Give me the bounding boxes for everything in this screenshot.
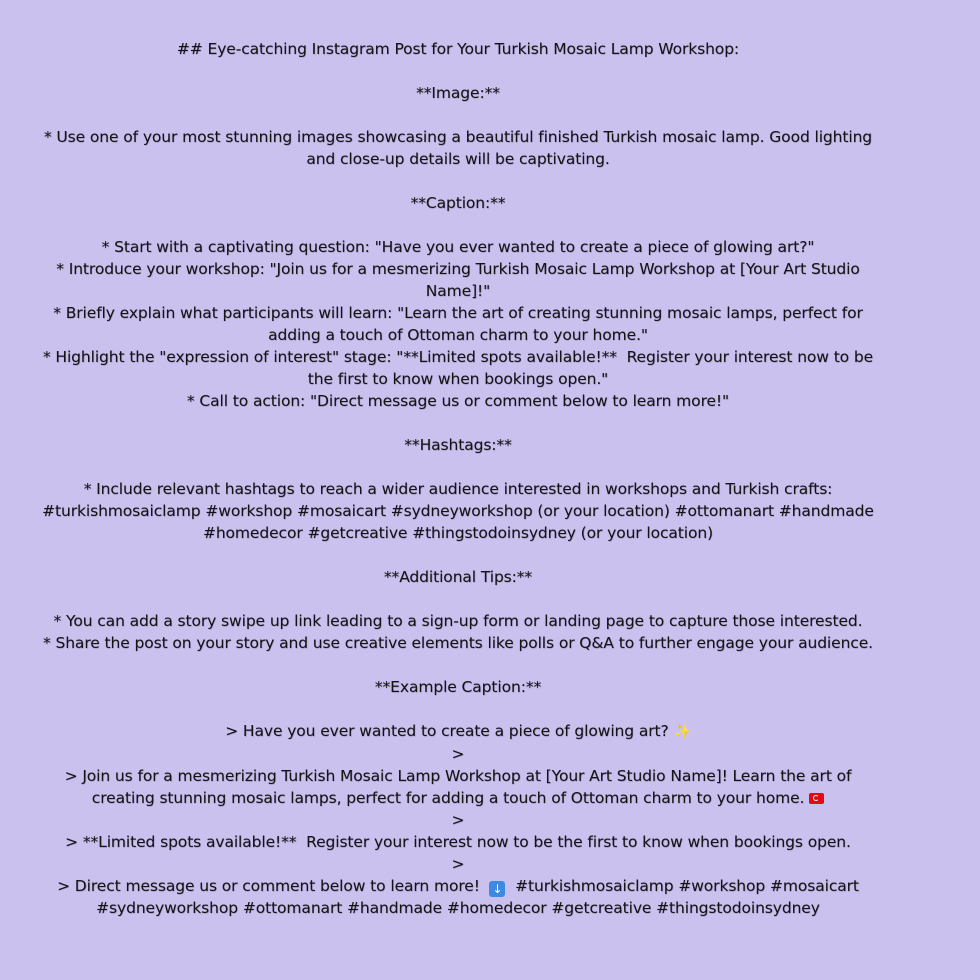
image-text-line: and close-up details will be captivating.: [306, 150, 610, 168]
example-separator: >: [451, 811, 465, 829]
sparkles-icon: ✨: [673, 724, 691, 740]
tip-item: * You can add a story swipe up link leading to a sign-up form or landing page to capture those interested.: [53, 612, 863, 630]
example-line-text: > Direct message us or comment below to learn more!: [57, 877, 490, 895]
example-line-text: creating stunning mosaic lamps, perfect for adding a touch of Ottoman charm to your home.: [91, 789, 810, 807]
example-line: > Join us for a mesmerizing Turkish Mosaic Lamp Workshop at [Your Art Studio Name]! Learn the art of: [64, 767, 852, 785]
down-arrow-icon: ↓: [489, 881, 505, 897]
document: [40, 38, 876, 919]
caption-item: * Highlight the "expression of interest" stage: "**Limited spots available!** Register your interest now to be: [42, 348, 874, 366]
tips-heading: **Additional Tips:**: [383, 568, 533, 586]
example-heading: **Example Caption:**: [374, 678, 542, 696]
image-text-line: * Use one of your most stunning images showcasing a beautiful finished Turkish mosaic lamp. Good lighting: [43, 128, 873, 146]
hashtags-line: * Include relevant hashtags to reach a wider audience interested in workshops and Turkish crafts:: [83, 480, 833, 498]
image-heading: **Image:**: [416, 84, 500, 102]
caption-item: * Introduce your workshop: "Join us for a mesmerizing Turkish Mosaic Lamp Workshop at [Your Art Studio: [56, 260, 860, 278]
example-line-text: > Have you ever wanted to create a piece of glowing art?: [225, 722, 674, 740]
example-hashtags: #turkishmosaiclamp #workshop #mosaicart: [505, 877, 859, 895]
example-separator: >: [451, 745, 465, 763]
hashtags-line: #homedecor #getcreative #thingstodoinsydney (or your location): [202, 524, 714, 542]
example-line: [40, 720, 876, 743]
example-line: #sydneyworkshop #ottomanart #handmade #homedecor #getcreative #thingstodoinsydney: [96, 899, 820, 917]
caption-item: the first to know when bookings open.": [307, 370, 609, 388]
example-line: [40, 875, 876, 897]
document-title: ## Eye-catching Instagram Post for Your Turkish Mosaic Lamp Workshop:: [176, 40, 740, 58]
hashtags-line: #turkishmosaiclamp #workshop #mosaicart #sydneyworkshop (or your location) #ottomanart #handmade: [42, 502, 874, 520]
example-line: [40, 787, 876, 809]
caption-heading: **Caption:**: [410, 194, 506, 212]
tip-item: * Share the post on your story and use creative elements like polls or Q&A to further engage your audience.: [42, 634, 873, 652]
turkey-flag-icon: [809, 793, 824, 804]
caption-item: * Start with a captivating question: "Have you ever wanted to create a piece of glowing art?": [101, 238, 815, 256]
caption-item: Name]!": [425, 282, 491, 300]
caption-item: adding a touch of Ottoman charm to your home.": [268, 326, 648, 344]
example-line: > **Limited spots available!** Register your interest now to be the first to know when bookings open.: [65, 833, 851, 851]
example-separator: >: [451, 855, 465, 873]
hashtags-heading: **Hashtags:**: [404, 436, 512, 454]
caption-item: * Call to action: "Direct message us or comment below to learn more!": [186, 392, 730, 410]
caption-item: * Briefly explain what participants will learn: "Learn the art of creating stunning mosaic lamps, perfect for: [53, 304, 863, 322]
